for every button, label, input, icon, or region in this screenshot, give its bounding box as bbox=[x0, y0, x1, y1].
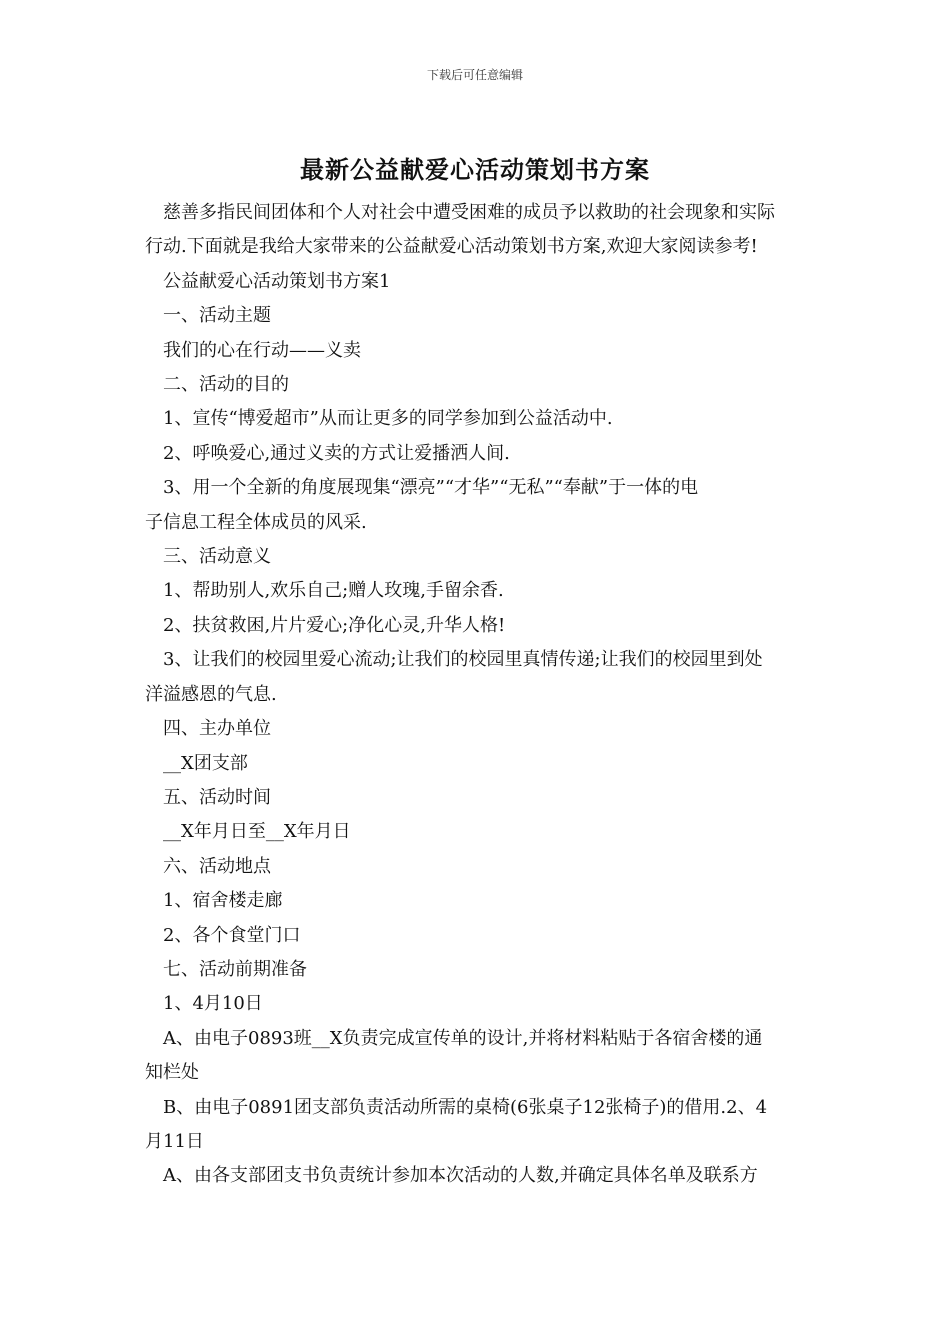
paragraph-line: 月11日 bbox=[145, 1130, 204, 1152]
section-heading: 公益献爱心活动策划书方案1 bbox=[163, 270, 391, 292]
section-heading: 二、活动的目的 bbox=[163, 374, 289, 396]
list-item: 3、让我们的校园里爱心流动;让我们的校园里真情传递;让我们的校园里到处 bbox=[163, 649, 763, 671]
list-item: 2、扶贫救困,片片爱心;净化心灵,升华人格! bbox=[163, 614, 506, 636]
list-item: 1、宿舍楼走廊 bbox=[163, 890, 283, 912]
list-item: 1、帮助别人,欢乐自己;赠人玫瑰,手留余香. bbox=[163, 580, 504, 602]
list-item: A、由电子0893班__X负责完成宣传单的设计,并将材料粘贴于各宿舍楼的通 bbox=[163, 1027, 763, 1049]
list-item: 3、用一个全新的角度展现集“漂亮”“才华”“无私”“奉献”于一体的电 bbox=[163, 477, 699, 499]
list-item: 1、4月10日 bbox=[163, 993, 263, 1015]
paragraph-line: __X团支部 bbox=[163, 752, 248, 774]
paragraph-line: 我们的心在行动——义卖 bbox=[163, 339, 361, 361]
section-heading: 七、活动前期准备 bbox=[163, 958, 307, 980]
paragraph-line: 慈善多指民间团体和个人对社会中遭受困难的成员予以救助的社会现象和实际 bbox=[163, 202, 775, 223]
section-heading: 四、主办单位 bbox=[163, 718, 271, 740]
header-note: 下载后可任意编辑 bbox=[426, 68, 523, 82]
list-item: A、由各支部团支书负责统计参加本次活动的人数,并确定具体名单及联系方 bbox=[163, 1165, 758, 1187]
document-body bbox=[145, 196, 810, 1194]
section-heading: 五、活动时间 bbox=[163, 786, 271, 808]
paragraph-line: 行动.下面就是我给大家带来的公益献爱心活动策划书方案,欢迎大家阅读参考! bbox=[145, 236, 758, 258]
paragraph-line: __X年月日至__X年月日 bbox=[163, 821, 351, 843]
paragraph-line: 知栏处 bbox=[145, 1062, 199, 1084]
list-item: 1、宣传“博爱超市”从而让更多的同学参加到公益活动中. bbox=[163, 408, 613, 430]
list-item: B、由电子0891团支部负责活动所需的桌椅(6张桌子12张椅子)的借用.2、4 bbox=[163, 1096, 768, 1118]
section-heading: 一、活动主题 bbox=[163, 305, 271, 327]
section-heading: 三、活动意义 bbox=[163, 546, 271, 568]
list-item: 2、呼唤爱心,通过义卖的方式让爱播洒人间. bbox=[163, 442, 510, 464]
document-title: 最新公益献爱心活动策划书方案 bbox=[300, 155, 650, 184]
paragraph-line: 洋溢感恩的气息. bbox=[145, 683, 277, 705]
paragraph-line: 子信息工程全体成员的风采. bbox=[145, 511, 367, 533]
section-heading: 六、活动地点 bbox=[163, 855, 271, 877]
list-item: 2、各个食堂门口 bbox=[163, 924, 301, 946]
